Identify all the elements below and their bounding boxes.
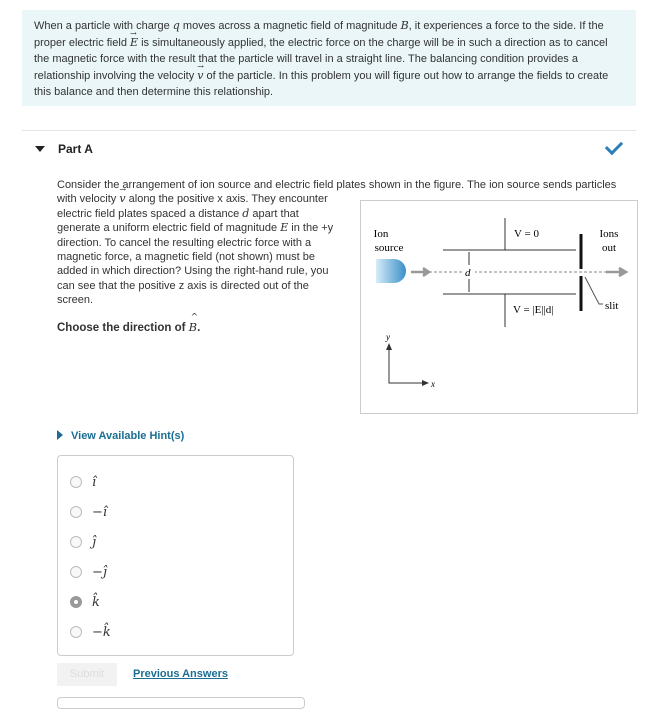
ion-source-shape [376, 259, 406, 283]
choices-box [57, 455, 294, 656]
part-label: Part A [58, 142, 93, 156]
radio-button[interactable] [70, 536, 82, 548]
choice-option[interactable] [70, 622, 111, 642]
math-E: E [280, 221, 289, 235]
choice-option[interactable] [70, 472, 96, 492]
choice-option[interactable] [70, 592, 100, 612]
v0-label: V = 0 [514, 228, 539, 240]
y-axis-label: y [386, 332, 390, 342]
text: . [197, 321, 201, 334]
ions-out-label: out [601, 242, 617, 254]
figure-ion-source [360, 200, 638, 414]
slit-label: slit [605, 300, 619, 312]
text: moves across a magnetic field of magnitude [179, 20, 401, 32]
ions-out-label: Ions [599, 228, 619, 240]
ion-source-label: Ion [373, 228, 389, 240]
text: of the particle. In this problem you will figure out how to arrange the fields to create this balance and then determine this relationship. [34, 69, 609, 98]
text: Choose the direction of [57, 321, 189, 334]
choice-label: −î [92, 504, 108, 520]
text [57, 192, 345, 307]
choice-label: k̂ [92, 594, 100, 610]
hints-label: View Available Hint(s) [71, 430, 185, 442]
axes [389, 346, 426, 383]
radio-button[interactable] [70, 566, 82, 578]
choice-option[interactable] [70, 532, 96, 552]
intro-text [22, 10, 636, 106]
previous-answers-link[interactable]: Previous Answers [133, 668, 228, 680]
view-hints-link[interactable] [57, 430, 184, 442]
radio-button[interactable] [70, 506, 82, 518]
choice-label: −k̂ [92, 624, 111, 640]
text: with velocity [57, 193, 120, 206]
choice-label: î [92, 474, 97, 490]
choice-option[interactable] [70, 562, 107, 582]
d-label: d [465, 267, 471, 279]
text: in the +y direction. To cancel the resulting electric force with a magnetic force, a magnetic field (not shown) must be added in which direction? Using the right-hand rule, you can see that the positive z axis is directed out of the screen. [57, 222, 334, 307]
math-d: d [242, 206, 250, 220]
arrow-in [411, 268, 429, 276]
checkmark-icon [605, 137, 623, 155]
feedback-box [57, 697, 305, 709]
ion-source-label: source [374, 242, 404, 254]
math-q: q [172, 19, 180, 32]
math-E-vector: → E [130, 35, 138, 52]
diagram [361, 201, 637, 413]
text: is simultaneously applied, the electric force on the charge will be in such a direction as to cancel the magnetic force with the result that the particle will travel in a straight line. The balancing condition provides a relationship involving the velocity [34, 36, 608, 82]
math-B-hat: ^ B [189, 320, 197, 334]
text: Consider the arrangement of ion source and electric field plates shown in the figure. The ion source sends particles [57, 179, 617, 191]
radio-button[interactable] [70, 626, 82, 638]
math-v-vector: → v [197, 68, 203, 85]
arrow-out [606, 268, 626, 276]
math-B: B [400, 19, 409, 32]
math-v-vector: → v [119, 192, 125, 206]
ve-label: V = |E||d| [513, 304, 554, 316]
choice-option[interactable] [70, 502, 107, 522]
expand-triangle-icon [57, 430, 63, 440]
choice-label: −ĵ [92, 564, 107, 580]
slit-pointer [585, 277, 603, 304]
text: along the positive x axis. They encounter electric field plates spaced a distance [57, 193, 328, 220]
radio-button[interactable] [70, 596, 82, 608]
x-axis-label: x [431, 379, 435, 389]
text: When a particle with charge [34, 20, 173, 32]
axis-arrows [386, 343, 429, 386]
submit-button[interactable]: Submit [57, 663, 117, 686]
text: apart that generate a uniform electric field of magnitude [57, 207, 299, 235]
choice-label: ĵ [92, 534, 97, 550]
radio-button[interactable] [70, 476, 82, 488]
text: , it experiences a force to the side. If the proper electric field [34, 20, 604, 49]
part-a-header[interactable] [22, 130, 636, 167]
collapse-triangle-icon[interactable] [35, 146, 45, 152]
